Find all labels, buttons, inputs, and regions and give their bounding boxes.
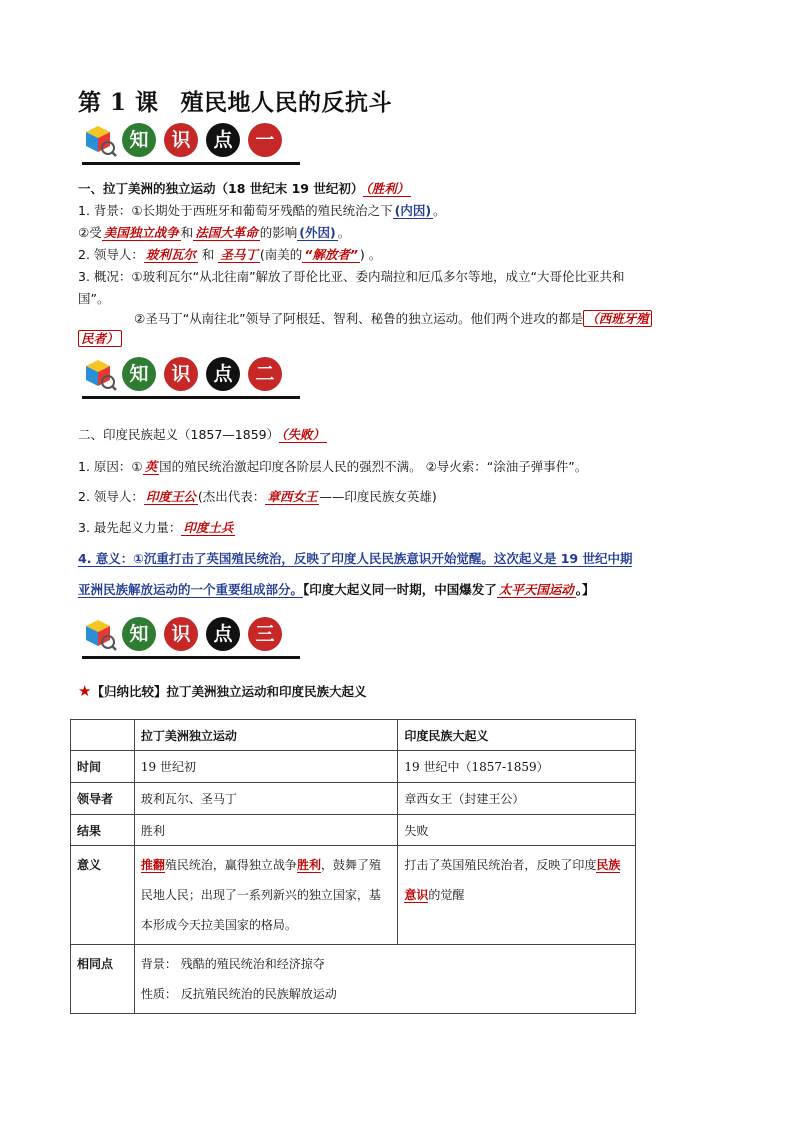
- s2-leader-red2: 章西女王: [267, 489, 318, 504]
- section2-result: （失败）: [281, 427, 325, 442]
- banner-char-3: 点: [206, 123, 240, 157]
- s2-significance-a: [78, 550, 632, 568]
- s2-cause-red: 英: [144, 459, 158, 474]
- s1-bg-a-end: 。: [433, 203, 446, 218]
- s1-leader-post: (南美的: [259, 247, 303, 262]
- table-row: [71, 783, 636, 815]
- banner-char-2: 识: [164, 123, 198, 157]
- s2-sig-b-text: 亚洲民族解放运动的一个重要组成部分。: [78, 582, 304, 597]
- s1-leader-red1: 玻利瓦尔: [145, 247, 196, 262]
- s2-force-red: 印度土兵: [183, 520, 234, 535]
- table-cell: 章西女王（封建王公）: [398, 783, 636, 815]
- section2-heading-text: 二、印度民族起义（1857—1859）: [78, 427, 280, 442]
- banner-char-2: 识: [164, 357, 198, 391]
- table-row: [71, 945, 636, 1014]
- s1-bg-b-red1: 美国独立战争: [103, 225, 179, 240]
- row-header: 结果: [71, 815, 135, 846]
- table-cell: [134, 846, 397, 945]
- section3-heading-text: 【归纳比较】拉丁美洲独立运动和印度民族大起义: [91, 684, 367, 699]
- s1-bg-b-end: 。: [337, 225, 351, 240]
- s2-leader-pre: 2. 领导人：: [78, 489, 144, 504]
- s2-leader-red1: 印度王公: [145, 489, 196, 504]
- knowledge-banner-1: [78, 118, 308, 162]
- banner-char-3: 点: [206, 617, 240, 651]
- row-header: 意义: [71, 846, 135, 945]
- s1-leader-pre: 2. 领导人：: [78, 247, 144, 262]
- cube-magnifier-icon: [82, 122, 118, 158]
- s1-bg-b-blank: (外因): [299, 225, 336, 240]
- table-cell: 19 世纪中（1857-1859）: [398, 751, 636, 783]
- comparison-table: [70, 719, 636, 1014]
- table-row: [71, 751, 636, 783]
- banner-rule: [82, 396, 300, 399]
- s2-sig-a-text: 4. 意义：①沉重打击了英国殖民统治，反映了印度人民民族意识开始觉醒。这次起义是 19 世纪中期: [78, 551, 633, 566]
- banner-number: 一: [248, 123, 282, 157]
- table-row: [71, 846, 636, 945]
- table-row: [71, 815, 636, 846]
- s2-cause-pre: 1. 原因：①: [78, 459, 143, 474]
- banner-rule: [82, 656, 300, 659]
- cell-text-b: ，鼓舞了殖民地人民；出现了一系列新兴的独立国家，基本形成今天拉美国家的格局。: [140, 858, 381, 932]
- s1-overview-d: [78, 330, 122, 348]
- cell-red: 民族意识: [404, 858, 621, 902]
- cell-text-a: 殖民统治，赢得独立战争: [164, 858, 297, 872]
- s2-leader-post: ——印度民族女英雄): [319, 489, 437, 504]
- row-header: 领导者: [71, 783, 135, 815]
- s1-leader-red2: 圣马丁: [220, 247, 258, 262]
- banner-char-2: 识: [164, 617, 198, 651]
- cube-magnifier-icon: [82, 616, 118, 652]
- section3-heading: [78, 682, 366, 701]
- table-cell: 玻利瓦尔、圣马丁: [134, 783, 397, 815]
- row-header: 时间: [71, 751, 135, 783]
- lesson-name: 殖民地人民的反抗斗: [180, 89, 393, 116]
- table-row: [71, 720, 636, 751]
- s2-force-pre: 3. 最先起义力量：: [78, 520, 182, 535]
- s1-leaders: [78, 246, 381, 264]
- s2-leader-mid: (杰出代表：: [197, 489, 266, 504]
- s1-bg-b-mid: 和: [180, 225, 194, 240]
- banner-char-1: 知: [122, 357, 156, 391]
- banner-rule: [82, 162, 300, 165]
- s1-bg-b-pre: ②受: [78, 225, 102, 240]
- cell-red-1: 推翻: [140, 858, 165, 872]
- table-cell: 19 世纪初: [134, 751, 397, 783]
- same-nature: 性质： 反抗殖民统治的民族解放运动: [140, 987, 337, 1001]
- s1-overview-b: 国”。: [78, 291, 110, 306]
- cell-red-2: 胜利: [296, 858, 321, 872]
- s1-ov-c-text: ②圣马丁“从南往北”领导了阿根廷、智利、秘鲁的独立运动。他们两个进攻的都是: [134, 311, 584, 326]
- page-title: [78, 84, 392, 117]
- banner-char-3: 点: [206, 357, 240, 391]
- s1-overview-c: [134, 310, 652, 328]
- banner-char-1: 知: [122, 617, 156, 651]
- banner-number: 三: [248, 617, 282, 651]
- s1-leader-end: ) 。: [359, 247, 382, 262]
- s1-background-b: [78, 224, 350, 242]
- cube-magnifier-icon: [82, 356, 118, 392]
- section1-heading-text: 一、拉丁美洲的独立运动（18 世纪末 19 世纪初）: [78, 181, 364, 196]
- same-background: 背景： 残酷的殖民统治和经济掠夺: [140, 957, 325, 971]
- s1-leader-mid: 和: [197, 247, 219, 262]
- s2-significance-b: [78, 581, 595, 599]
- s1-bg-b-red2: 法国大革命: [195, 225, 258, 240]
- knowledge-banner-2: [78, 352, 308, 396]
- star-icon: ★: [78, 682, 92, 700]
- s2-cause-post: 国的殖民统治激起印度各阶层人民的强烈不满。 ②导火索：“涂油子弹事件”。: [159, 459, 588, 474]
- s1-ov-c-red: （西班牙殖: [583, 310, 652, 327]
- section1-heading: [78, 180, 411, 198]
- s2-force: [78, 519, 235, 537]
- s1-ov-d-red: 民者）: [78, 330, 122, 347]
- s1-bg-a-blank: (内因): [394, 203, 432, 218]
- s1-bg-a-text: 1. 背景：①长期处于西班牙和葡萄牙残酷的殖民统治之下: [78, 203, 393, 218]
- cell-text-a: 打击了英国殖民统治者，反映了印度: [404, 858, 597, 872]
- s2-note-pre: 【印度大起义同一时期，中国爆发了: [303, 582, 497, 597]
- s2-note-red: 太平天国运动: [498, 582, 574, 597]
- section2-heading: [78, 426, 327, 444]
- table-header: 拉丁美洲独立运动: [134, 720, 397, 751]
- banner-number: 二: [248, 357, 282, 391]
- s2-note-end: 。】: [575, 582, 595, 597]
- table-cell: 胜利: [134, 815, 397, 846]
- table-cell: 失败: [398, 815, 636, 846]
- s2-cause: [78, 458, 587, 476]
- section1-result: （胜利）: [365, 181, 410, 196]
- table-cell: [71, 720, 135, 751]
- table-cell: [134, 945, 635, 1014]
- s1-bg-b-post: 的影响: [259, 225, 298, 240]
- knowledge-banner-3: [78, 612, 308, 656]
- row-header: 相同点: [71, 945, 135, 1014]
- s1-leader-red3: “解放者”: [304, 247, 358, 262]
- s1-background-a: [78, 202, 446, 220]
- banner-char-1: 知: [122, 123, 156, 157]
- table-header: 印度民族大起义: [398, 720, 636, 751]
- table-cell: [398, 846, 636, 945]
- s1-overview-a: 3. 概况：①玻利瓦尔“从北往南”解放了哥伦比亚、委内瑞拉和厄瓜多尔等地，成立“大哥伦比亚共和: [78, 269, 625, 284]
- lesson-number: 第 1 课: [78, 89, 159, 116]
- s2-leader: [78, 488, 437, 506]
- cell-text-b: 的觉醒: [428, 888, 465, 902]
